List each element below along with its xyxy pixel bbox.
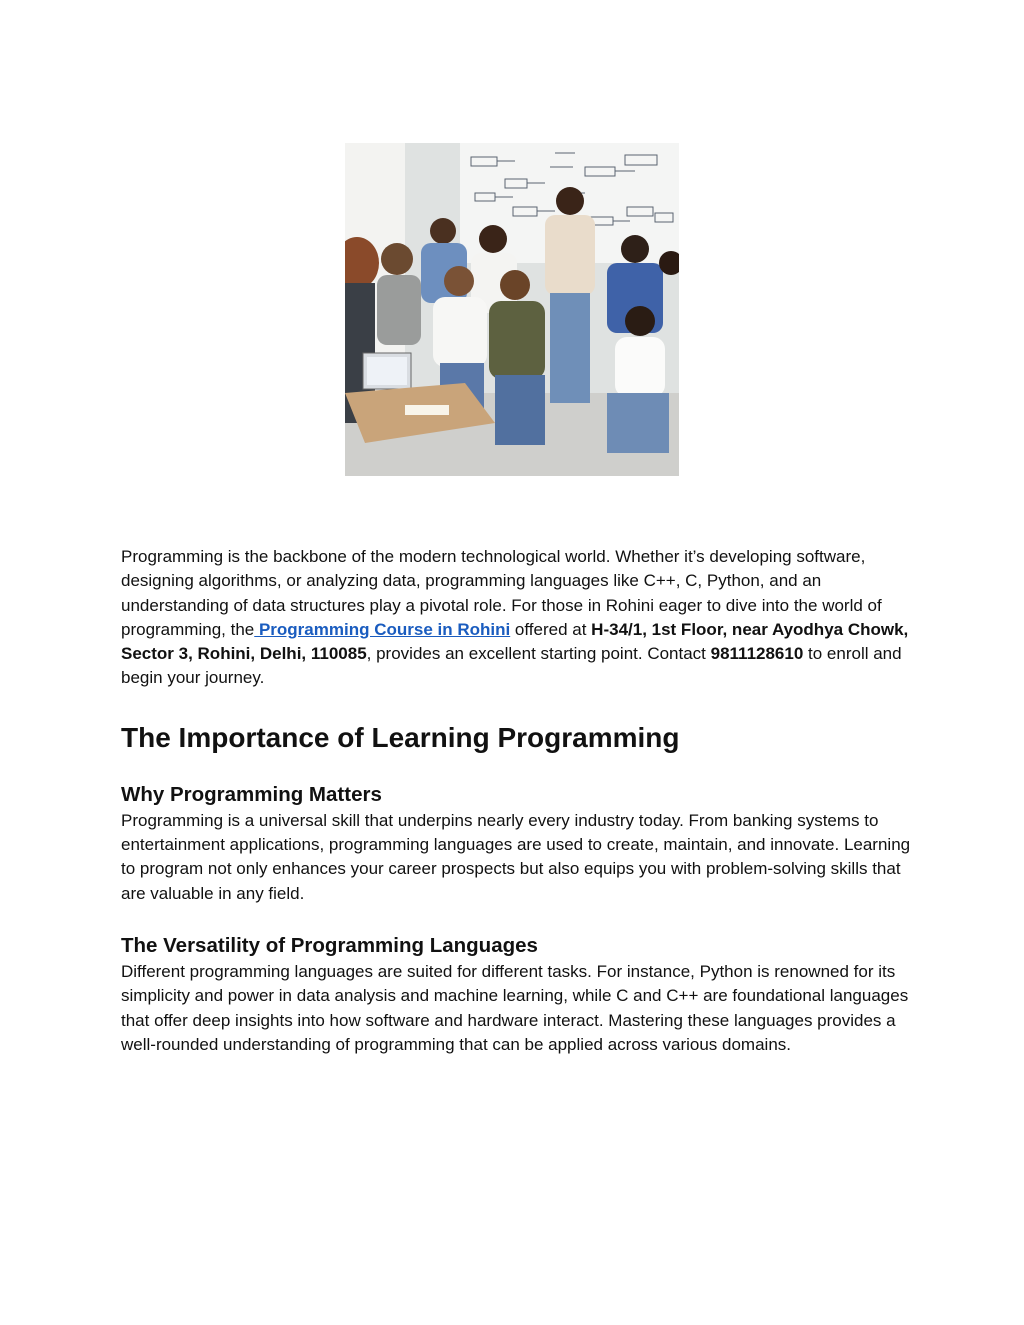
intro-text-1: Programming is the backbone of the modern technological world. Whether it’s developing software, designing algorithms, or analyzing data, programming languages like C++, C, Python, and an understanding of data structures play a pivotal role. For those in Rohini eager to dive into the world of programming, the: [121, 547, 882, 639]
subsection-heading-versatility: The Versatility of Programming Languages: [121, 933, 538, 957]
subsection-body-versatility: Different programming languages are suited for different tasks. For instance, Python is renowned for its simplicity and power in data analysis and machine learning, while C and C++ are foundational languages that offer deep insights into how software and hardware interact. Mastering these languages provides a well-rounded understanding of programming that can be applied across various domains.: [121, 961, 909, 1054]
article-body: [121, 545, 911, 1057]
address-text: H-34/1, 1st Floor, near Ayodhya Chowk, Sector 3, Rohini, Delhi, 110085: [121, 619, 909, 664]
intro-text-4: to enroll and begin your journey.: [121, 644, 902, 688]
subsection-heading-why: Why Programming Matters: [121, 782, 382, 806]
intro-text-3: , provides an excellent starting point. Contact: [366, 644, 711, 664]
section-title: The Importance of Learning Programming: [121, 721, 680, 753]
intro-paragraph: [121, 545, 911, 691]
phone-number: 9811128610: [710, 644, 804, 664]
programming-course-link[interactable]: Programming Course in Rohini: [254, 619, 511, 639]
classroom-photo: [345, 143, 679, 476]
intro-text-2: offered at: [510, 619, 592, 639]
subsection-body-why: Programming is a universal skill that underpins nearly every industry today. From banking systems to entertainment applications, programming languages are used to create, maintain, and innovate. Learning to program not only enhances your career prospects but also equips you with problem-solving skills that are valuable in any field.: [121, 810, 911, 903]
